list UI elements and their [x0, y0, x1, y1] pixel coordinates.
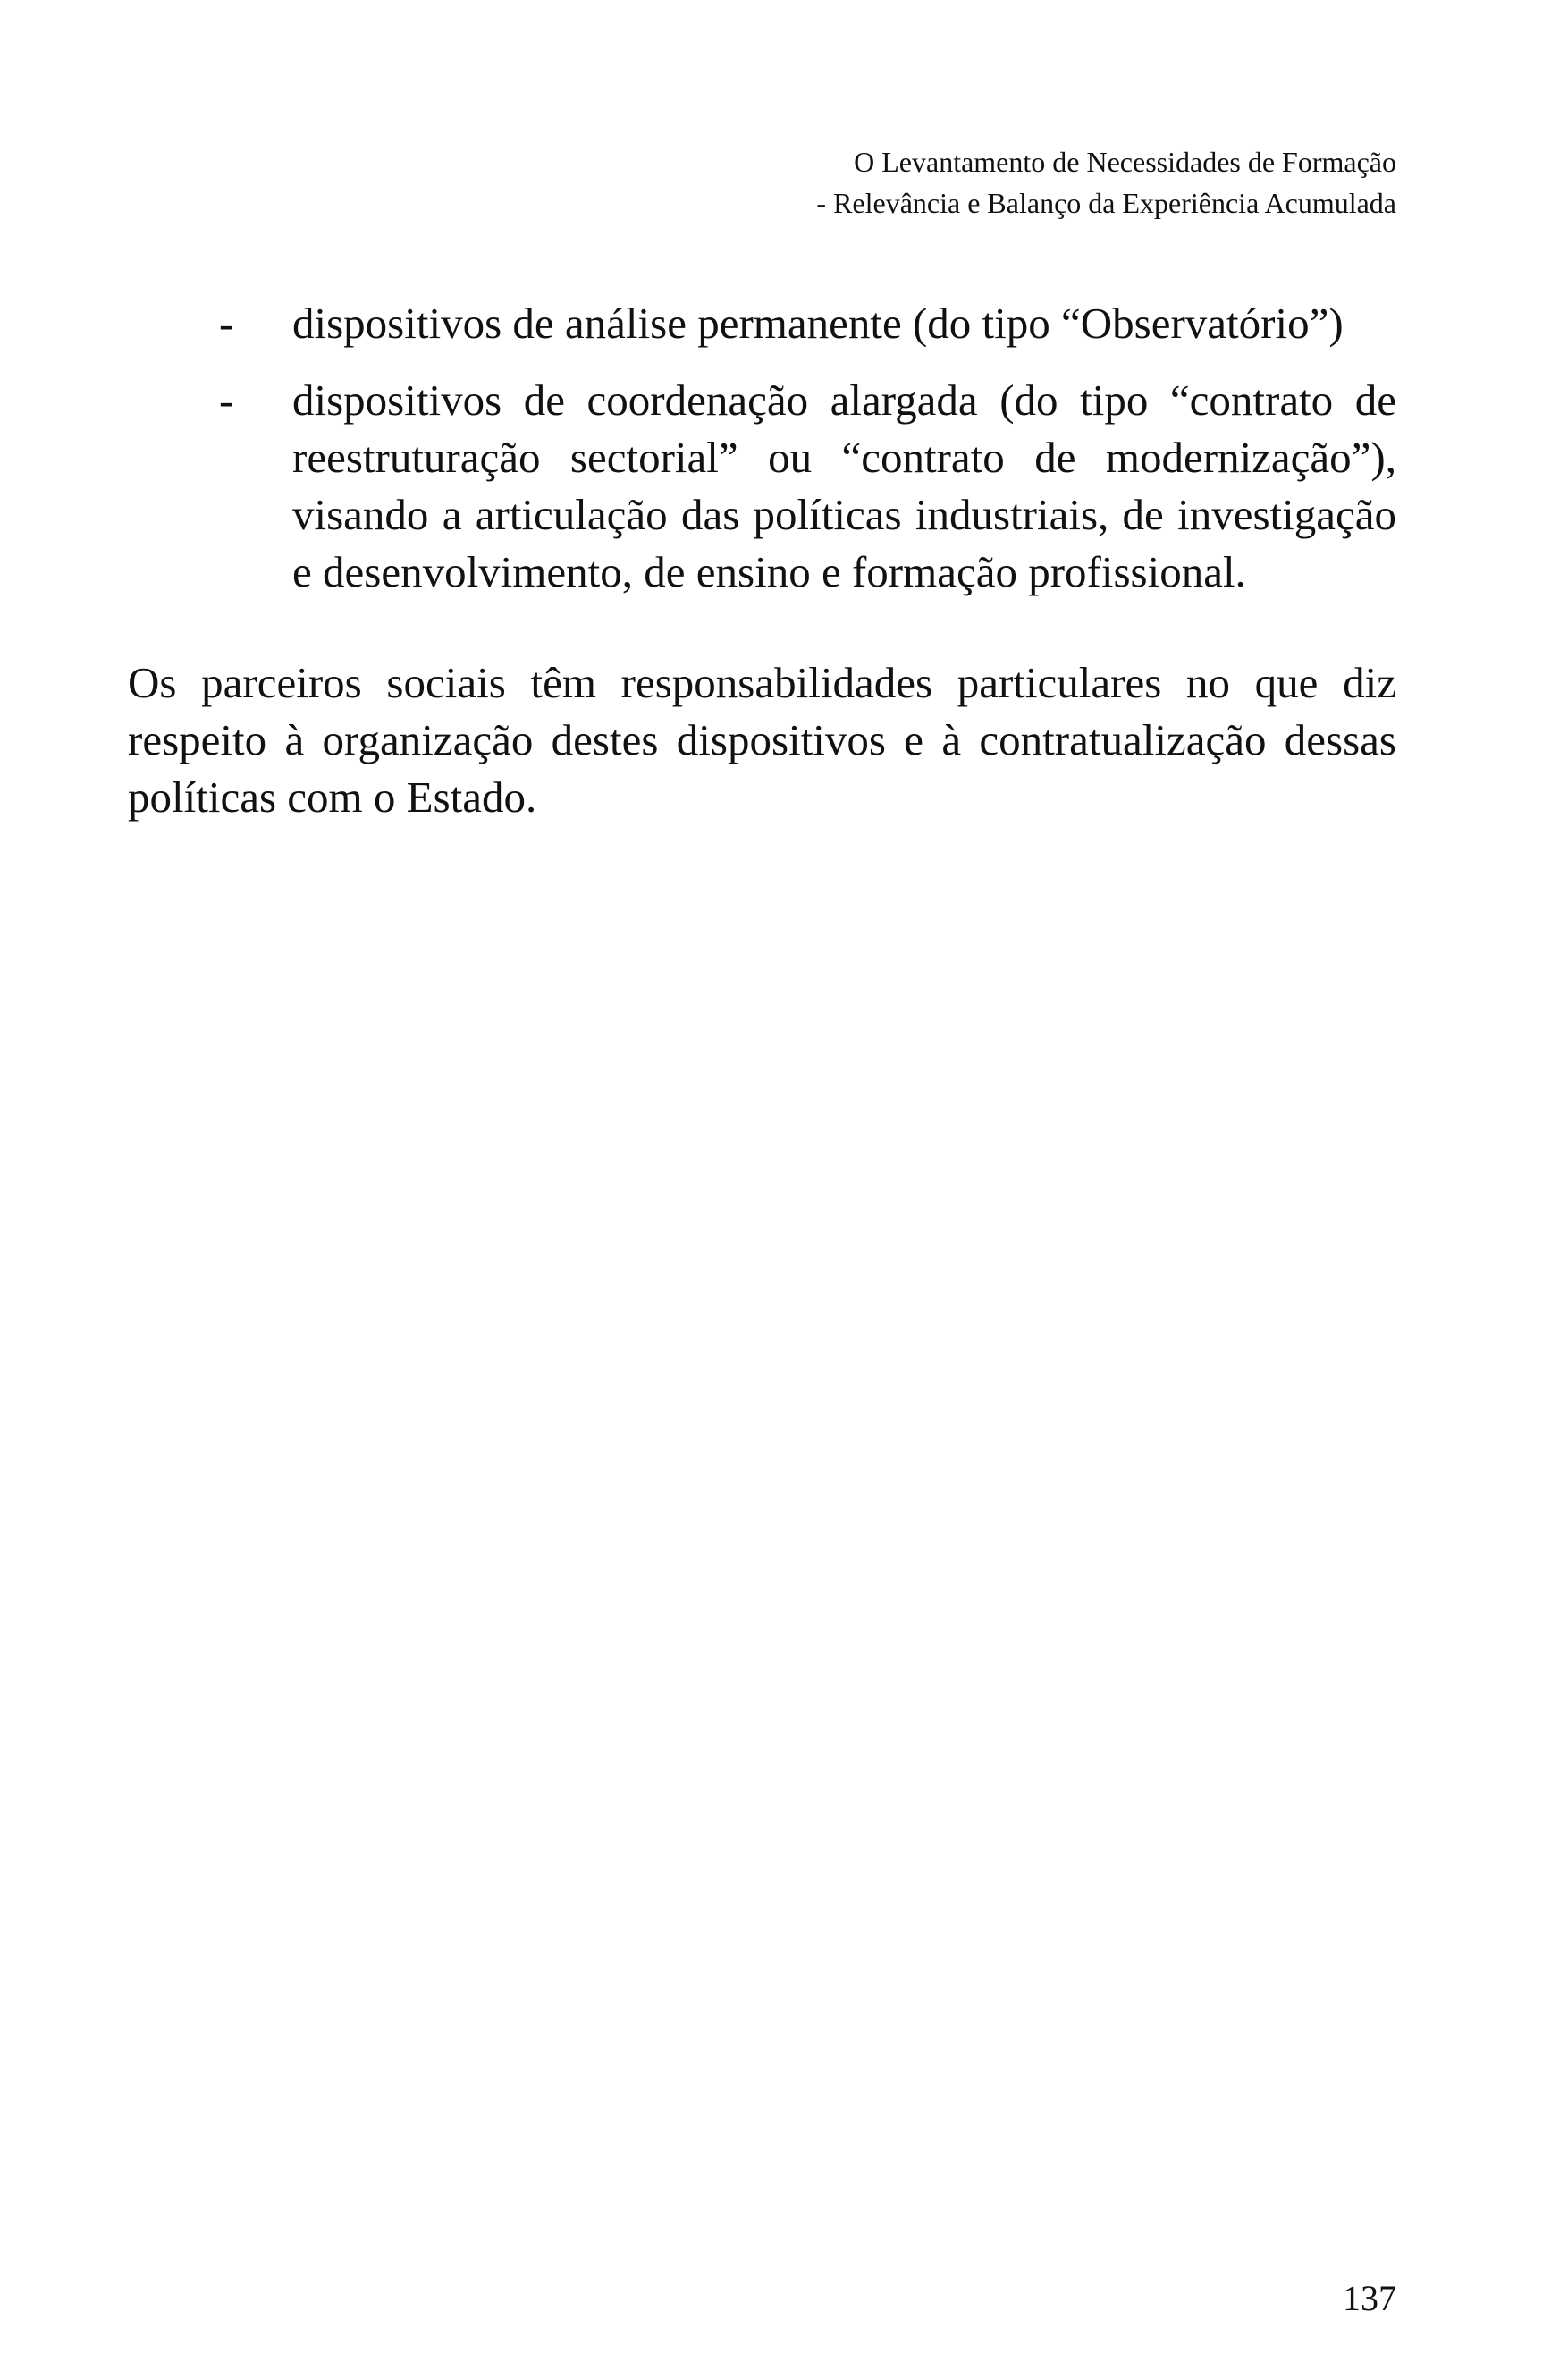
dash-bullet-icon: - — [219, 376, 234, 425]
header-title: O Levantamento de Necessidades de Formação — [854, 146, 1396, 178]
list-item — [219, 372, 1396, 601]
running-header — [816, 141, 1396, 224]
list-item — [219, 295, 1396, 352]
list-item-text: dispositivos de coordenação alargada (do tipo “contrato de reestruturação sectorial” ou “contrato de modernização”), visando a articulação das políticas industriais, de investigação e desenvolvimento, de ensino e formação profissional. — [292, 376, 1396, 596]
header-subtitle: - Relevância e Balanço da Experiência Acumulada — [816, 187, 1396, 219]
body-paragraph: Os parceiros sociais têm responsabilidades particulares no que diz respeito à organização destes dispositivos e à contratualização dessas políticas com o Estado. — [128, 658, 1396, 822]
page-number: 137 — [1343, 2278, 1396, 2318]
dash-bullet-icon: - — [219, 299, 234, 348]
list-item-text: dispositivos de análise permanente (do tipo “Observatório”) — [292, 299, 1344, 348]
bullet-list — [219, 295, 1396, 601]
